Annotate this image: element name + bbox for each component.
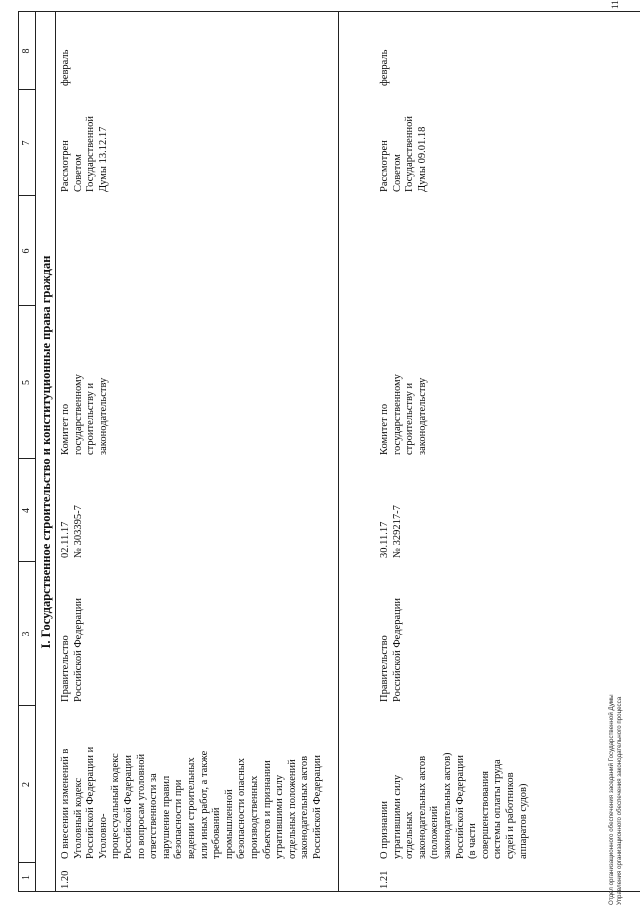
- footer-line-1: Отдел организационного обеспечения заседаний Государственной Думы: [608, 694, 615, 905]
- page-number: 11: [610, 0, 620, 9]
- planned-month: февраль: [379, 49, 390, 86]
- bill-initiator: Правительство Российской Федерации: [60, 598, 84, 702]
- col-number-3: 3: [21, 631, 32, 637]
- bill-title: О признании утратившими силу отдельных законодательных актов (положений законодательных актов) Российской Федерации (в части совершенствования системы оплаты труда судей и работников аппаратов судов): [379, 752, 529, 859]
- bill-registration: 02.11.17 № 303395-7: [60, 505, 84, 558]
- bill-status: Рассмотрен Советом Государственной Думы 13.12.17: [60, 116, 109, 192]
- section-bottom-rule: [55, 12, 56, 892]
- planned-month: февраль: [60, 49, 71, 86]
- col-number-7: 7: [21, 140, 32, 146]
- responsible-committee: Комитет по государственному строительству и законодательству: [379, 374, 428, 455]
- header-bottom-rule: [35, 12, 36, 892]
- section-title: I. Государственное строительство и конституционные права граждан: [39, 255, 53, 649]
- col-number-5: 5: [21, 380, 32, 385]
- col-number-6: 6: [21, 248, 32, 254]
- responsible-committee: Комитет по государственному строительству и законодательству: [60, 374, 109, 455]
- col-number-8: 8: [21, 48, 32, 54]
- row-number: 1.20: [60, 870, 71, 889]
- bill-table: [18, 12, 640, 892]
- table-left-rule: [18, 891, 640, 892]
- row-separator: [338, 12, 339, 892]
- col-number-4: 4: [21, 508, 32, 513]
- bill-initiator: Правительство Российской Федерации: [379, 598, 403, 702]
- bill-registration: 30.11.17 № 329217-7: [379, 505, 403, 558]
- col-number-2: 2: [21, 782, 32, 787]
- footer-line-2: Управления организационного обеспечения законодательного процесса: [616, 696, 623, 905]
- row-number: 1.21: [379, 870, 390, 889]
- table-right-rule: [18, 11, 640, 12]
- bill-title: О внесении изменений в Уголовный кодекс Российской Федерации и Уголовно- процессуальный кодекс Российской Федерации по вопросам уголовной ответственности за нарушение правил безопасности при ведении строительных или иных работ, а также требований промышленной безопасности опасных производственных объектов и признании утратившими силу отдельных положений законодательных актов Российской Федерации: [60, 746, 323, 859]
- col-number-1: 1: [21, 875, 32, 880]
- footer: [608, 305, 624, 905]
- bill-status: Рассмотрен Советом Государственной Думы 09.01.18: [379, 116, 428, 192]
